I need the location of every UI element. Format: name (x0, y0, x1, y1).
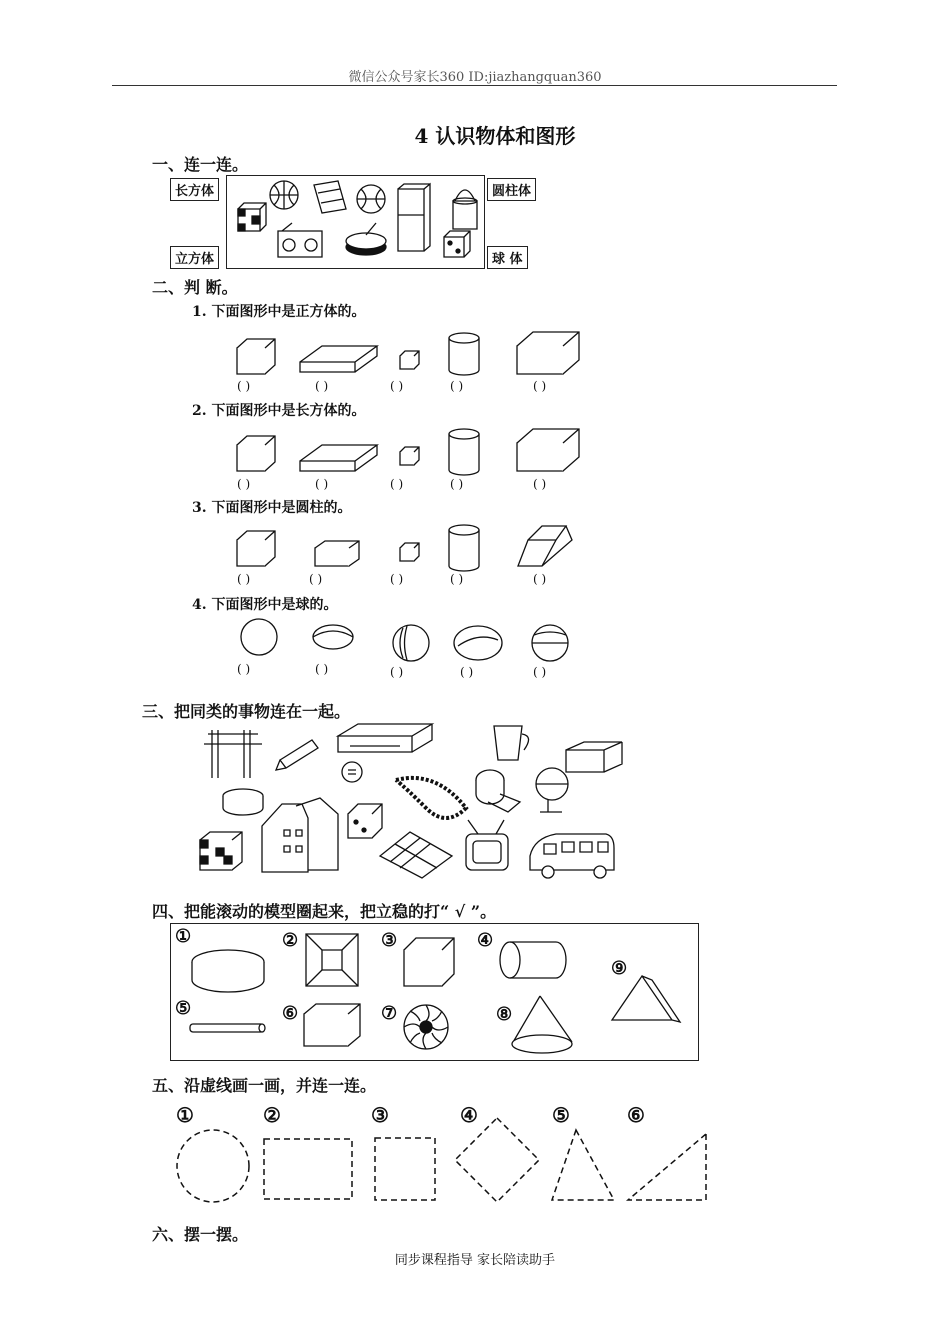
num-6: ⑥ (282, 1003, 299, 1024)
page-header: 微信公众号家长360 ID:jiazhangquan360 (348, 70, 602, 85)
section-4-heading: 四、把能滚动的模型圈起来，把立稳的打“ √ ”。 (152, 902, 497, 921)
dashed-diamond (455, 1118, 539, 1202)
question-2: 2. 下面图形中是长方体的。 (192, 403, 366, 419)
label-cube: 立方体 (170, 246, 219, 269)
answer-paren[interactable]: ( ) (237, 379, 251, 393)
num-1: ① (175, 926, 192, 947)
answer-paren[interactable]: ( ) (237, 477, 251, 491)
answer-paren[interactable]: ( ) (315, 477, 329, 491)
answer-paren[interactable]: ( ) (533, 477, 547, 491)
question-4: 4. 下面图形中是球的。 (192, 597, 338, 613)
num-8: ⑧ (496, 1004, 513, 1025)
num-2: ② (282, 930, 299, 951)
answer-paren[interactable]: ( ) (450, 477, 464, 491)
dashed-circle (177, 1130, 249, 1202)
s5-num-2: ② (263, 1103, 281, 1127)
section-3-heading: 三、把同类的事物连在一起。 (142, 702, 351, 721)
label-cylinder: 圆柱体 (487, 178, 536, 201)
dashed-right-triangle (628, 1134, 706, 1200)
page-title: 4 认识物体和图形 (414, 124, 576, 148)
s5-num-4: ④ (460, 1103, 478, 1127)
dashed-square (375, 1138, 435, 1200)
answer-paren[interactable]: ( ) (533, 665, 547, 679)
question-1: 1. 下面图形中是正方体的。 (192, 304, 366, 320)
answer-paren[interactable]: ( ) (237, 572, 251, 586)
num-4: ④ (477, 930, 494, 951)
section-2-heading: 二、判 断。 (152, 278, 238, 297)
answer-paren[interactable]: ( ) (390, 665, 404, 679)
answer-paren[interactable]: ( ) (315, 662, 329, 676)
answer-paren[interactable]: ( ) (450, 572, 464, 586)
question-3: 3. 下面图形中是圆柱的。 (192, 500, 352, 516)
num-3: ③ (381, 930, 398, 951)
num-7: ⑦ (381, 1003, 398, 1024)
dashed-rectangle (264, 1139, 352, 1199)
label-sphere: 球 体 (487, 246, 528, 269)
section-6-heading: 六、摆一摆。 (152, 1225, 249, 1244)
s5-num-3: ③ (371, 1103, 389, 1127)
answer-paren[interactable]: ( ) (460, 665, 474, 679)
num-9: ⑨ (611, 958, 628, 979)
dashed-triangle (552, 1130, 614, 1200)
section-5-heading: 五、沿虚线画一画，并连一连。 (152, 1076, 377, 1095)
num-5: ⑤ (175, 998, 192, 1019)
answer-paren[interactable]: ( ) (533, 379, 547, 393)
answer-paren[interactable]: ( ) (533, 572, 547, 586)
answer-paren[interactable]: ( ) (315, 379, 329, 393)
label-cuboid: 长方体 (170, 178, 219, 201)
page-footer: 同步课程指导 家长陪读助手 (394, 1253, 556, 1268)
s5-num-6: ⑥ (627, 1103, 645, 1127)
answer-paren[interactable]: ( ) (450, 379, 464, 393)
answer-paren[interactable]: ( ) (237, 662, 251, 676)
s5-num-5: ⑤ (552, 1103, 570, 1127)
answer-paren[interactable]: ( ) (390, 572, 404, 586)
answer-paren[interactable]: ( ) (390, 477, 404, 491)
s5-num-1: ① (176, 1103, 194, 1127)
answer-paren[interactable]: ( ) (390, 379, 404, 393)
section-1-heading: 一、连一连。 (152, 155, 249, 174)
answer-paren[interactable]: ( ) (309, 572, 323, 586)
